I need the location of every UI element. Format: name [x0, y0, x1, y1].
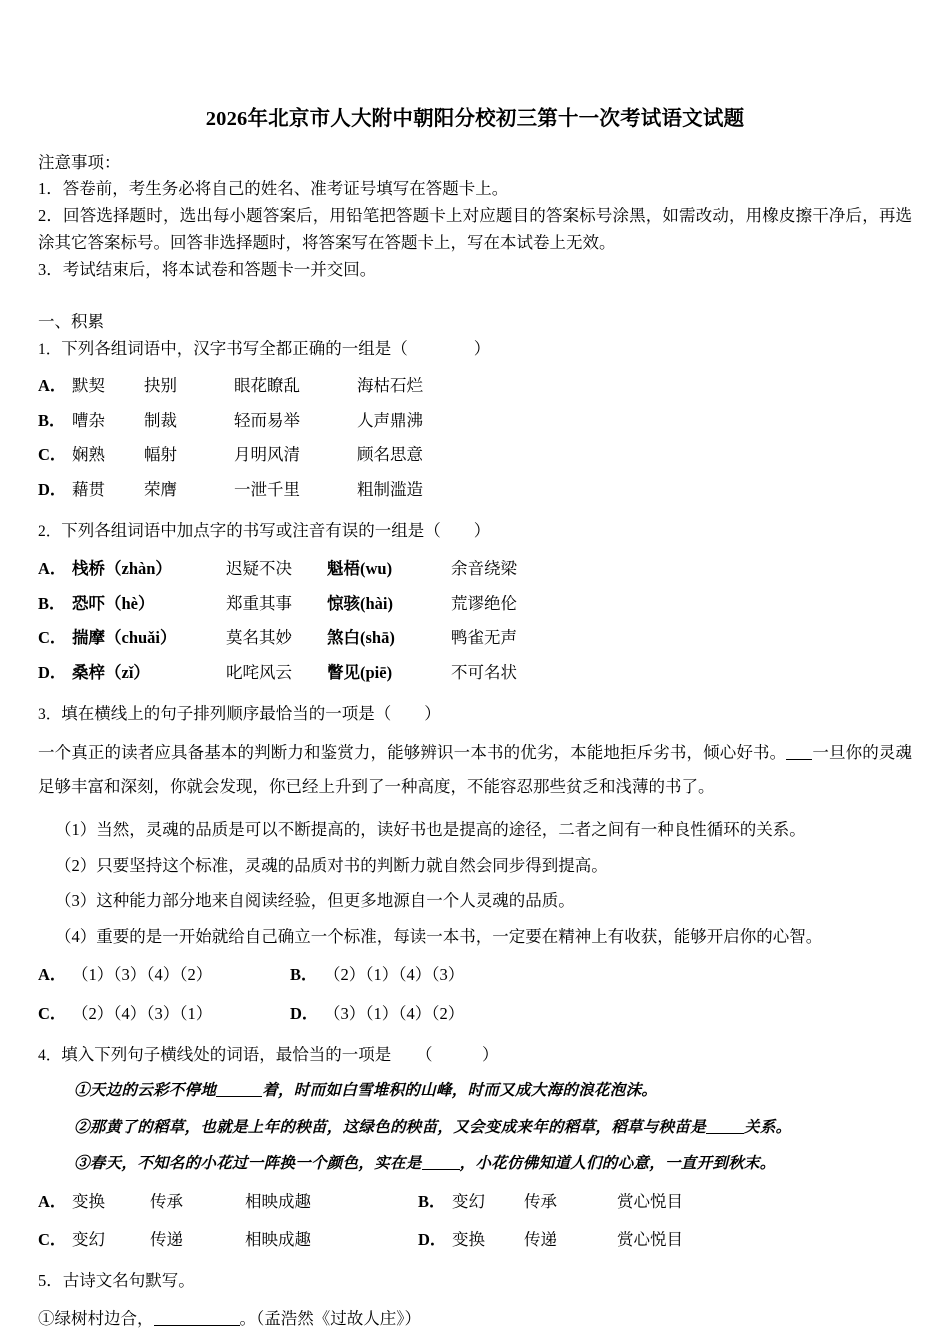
option-term: 传递	[150, 1230, 183, 1250]
option-term: 惊骇(hài)	[327, 593, 393, 613]
option-label: A．	[38, 559, 67, 579]
question-1-options	[38, 378, 912, 498]
option-term: 栈桥（zhàn）	[72, 559, 172, 579]
list-item	[38, 1083, 912, 1099]
option-term: 变幻	[452, 1191, 485, 1211]
question-3-passage	[38, 736, 912, 804]
option-term: 恐吓（hè）	[72, 593, 155, 613]
option-term: 传承	[524, 1191, 557, 1211]
page-title: 2026年北京市人大附中朝阳分校初三第十一次考试语文试题	[205, 108, 745, 130]
passage-part-2: 一旦你的灵魂足够丰富和深刻，你就会发现，你已经上升到了一种高度，不能容忍那些贫乏和浅薄的书了。	[38, 742, 913, 796]
question-3-number: 3．	[38, 706, 62, 724]
passage-part-1: 一个真正的读者应具备基本的判断力和鉴赏力，能够辨识一本书的优劣，本能地拒斥劣书，倾心好书。	[38, 742, 787, 762]
option-term: 相映成趣	[245, 1230, 311, 1250]
sentence-after-blank: 着，时而如白雪堆积的山峰，时而又成大海的浪花泡沫。	[262, 1082, 658, 1100]
question-3-answers	[38, 967, 912, 1022]
option-label: C．	[38, 1230, 67, 1250]
option-sequence: （3）（1）（4）（2）	[324, 1003, 465, 1023]
question-4-sentence-list	[38, 1083, 912, 1172]
option-term: 幅射	[144, 445, 177, 465]
option-label: C．	[38, 628, 67, 648]
option-term: 海枯石烂	[357, 376, 423, 396]
section-heading: 一、积累	[38, 312, 104, 332]
option-label: C．	[38, 445, 67, 465]
sentence-before-blank: ③春天，不知名的小花过一阵换一个颜色，实在是	[74, 1155, 422, 1173]
option-label: D．	[38, 662, 67, 682]
option-term: 顾名思意	[357, 445, 423, 465]
option-label: D．	[38, 479, 67, 499]
option-term: 抉别	[144, 376, 177, 396]
sentence-before-blank: ②那黄了的稻草，也就是上年的秧苗，这绿色的秧苗，又会变成来年的稻草，稻草与秧苗是	[74, 1118, 707, 1136]
option-term: 变幻	[72, 1230, 105, 1250]
sentence-after-blank: 关系。	[744, 1118, 792, 1136]
option-term: 桑梓（zǐ）	[72, 662, 150, 682]
option-term: 荣膺	[144, 479, 177, 499]
question-2-text: 下列各组词语中加点字的书写或注音有误的一组是（ ）	[61, 521, 491, 541]
option-term: 眼花瞭乱	[234, 376, 300, 396]
option-label: A．	[38, 1191, 67, 1211]
question-3-text: 填在横线上的句子排列顺序最恰当的一项是（ ）	[61, 704, 441, 724]
option-label: A．	[38, 965, 67, 985]
fill-blank[interactable]	[786, 759, 812, 760]
question-1-text: 下列各组词语中，汉字书写全都正确的一组是（ ）	[61, 338, 491, 358]
option-term: 变换	[72, 1191, 105, 1211]
question-2-number: 2．	[38, 523, 62, 541]
question-5-item	[38, 1311, 912, 1328]
option-term: 魁梧(wu)	[327, 559, 393, 579]
option-term: 人声鼎沸	[357, 410, 423, 430]
notice-item: 1．答卷前，考生务必将自己的姓名、准考证号填写在答题卡上。	[38, 179, 509, 199]
option-label: B．	[290, 965, 318, 985]
notice-heading: 注意事项：	[38, 152, 121, 172]
question-4-number: 4．	[38, 1047, 62, 1065]
option-row[interactable]	[38, 662, 912, 682]
option-term: 叱咤风云	[226, 662, 292, 682]
notice-item: 3．考试结束后，将本试卷和答题卡一并交回。	[38, 259, 377, 279]
option-row[interactable]	[38, 1191, 912, 1211]
option-row[interactable]	[38, 479, 912, 499]
question-4-stem	[38, 1042, 912, 1069]
option-label: D．	[290, 1003, 319, 1023]
fill-blank[interactable]	[216, 1096, 262, 1097]
list-item: （1）当然，灵魂的品质是可以不断提高的，读好书也是提高的途径，二者之间有一种良性循环的关系。	[55, 820, 806, 840]
option-term: 相映成趣	[245, 1191, 311, 1211]
option-label: B．	[38, 410, 66, 430]
item-before-blank: ①绿树村边合，	[38, 1309, 154, 1329]
option-row[interactable]	[38, 1003, 912, 1023]
option-label: A．	[38, 376, 67, 396]
question-3-stem	[38, 701, 912, 728]
option-row[interactable]	[38, 1232, 912, 1249]
option-term: 变换	[452, 1230, 485, 1250]
option-label: D．	[418, 1230, 447, 1250]
option-row[interactable]	[38, 410, 912, 430]
question-3-sentence-list	[38, 822, 912, 945]
question-2-options	[38, 561, 912, 681]
option-term: 制裁	[144, 410, 177, 430]
option-sequence: （2）（4）（3）（1）	[72, 1003, 213, 1023]
option-term: 娴熟	[72, 445, 105, 465]
option-term: 传承	[150, 1191, 183, 1211]
option-term: 粗制滥造	[357, 479, 423, 499]
option-label: B．	[418, 1191, 446, 1211]
option-row[interactable]	[38, 561, 912, 578]
option-row[interactable]	[38, 630, 912, 647]
fill-blank[interactable]	[706, 1133, 744, 1134]
sentence-after-blank: ，小花仿佛知道人们的心意，一直开到秋末。	[459, 1155, 776, 1173]
option-sequence: （2）（1）（4）（3）	[324, 965, 465, 985]
option-term: 不可名状	[451, 662, 517, 682]
notice-item: 2．回答选择题时，选出每小题答案后，用铅笔把答题卡上对应题目的答案标号涂黑，如需改动，用橡皮擦干净后，再选涂其它答案标号。回答非选择题时，将答案写在答题卡上，写在本试卷上无效。	[38, 206, 912, 252]
list-item: （4）重要的是一开始就给自己确立一个标准，每读一本书，一定要在精神上有收获，能够开启你的心智。	[55, 926, 823, 946]
option-term: 一泄千里	[234, 479, 300, 499]
option-row[interactable]	[38, 967, 912, 984]
option-term: 赏心悦目	[617, 1191, 683, 1211]
list-item	[38, 1156, 912, 1172]
option-label: B．	[38, 593, 66, 613]
option-term: 赏心悦目	[617, 1230, 683, 1250]
option-label: C．	[38, 1003, 67, 1023]
list-item	[38, 1120, 912, 1136]
question-5-stem	[38, 1270, 912, 1290]
option-sequence: （1）（3）（4）（2）	[72, 965, 213, 985]
question-5-number: 5．	[38, 1270, 63, 1290]
list-item: （3）这种能力部分地来自阅读经验，但更多地源自一个人灵魂的品质。	[55, 891, 575, 911]
fill-blank[interactable]	[422, 1169, 460, 1170]
option-term: 月明风清	[234, 445, 300, 465]
option-row[interactable]	[38, 593, 912, 613]
notice-block	[38, 150, 912, 284]
option-term: 默契	[72, 376, 105, 396]
item-after-blank: 。（孟浩然《过故人庄》）	[239, 1309, 421, 1329]
option-term: 郑重其事	[226, 593, 292, 613]
question-4-options	[38, 1191, 912, 1250]
option-term: 迟疑不决	[226, 559, 292, 579]
option-term: 荒谬绝伦	[451, 593, 517, 613]
option-term: 瞥见(piē)	[327, 662, 393, 682]
question-5-text: 古诗文名句默写。	[62, 1270, 195, 1290]
option-term: 煞白(shā)	[327, 628, 395, 648]
question-4-text: 填入下列句子横线处的词语，最恰当的一项是 （ ）	[61, 1045, 499, 1065]
option-term: 揣摩（chuǎi）	[72, 628, 177, 648]
option-term: 莫名其妙	[226, 628, 292, 648]
question-1-number: 1．	[38, 340, 62, 358]
option-term: 藉贯	[72, 479, 105, 499]
option-row[interactable]	[38, 378, 912, 395]
option-term: 轻而易举	[234, 410, 300, 430]
question-1-stem	[38, 336, 912, 363]
option-term: 鸭雀无声	[451, 628, 517, 648]
option-term: 余音绕梁	[451, 559, 517, 579]
question-2-stem	[38, 518, 912, 545]
option-term: 嘈杂	[72, 410, 105, 430]
option-term: 传递	[524, 1230, 557, 1250]
sentence-before-blank: ①天边的云彩不停地	[74, 1082, 217, 1100]
list-item: （2）只要坚持这个标准，灵魂的品质对书的判断力就自然会同步得到提高。	[55, 855, 608, 875]
option-row[interactable]	[38, 447, 912, 464]
fill-blank[interactable]	[154, 1325, 240, 1326]
